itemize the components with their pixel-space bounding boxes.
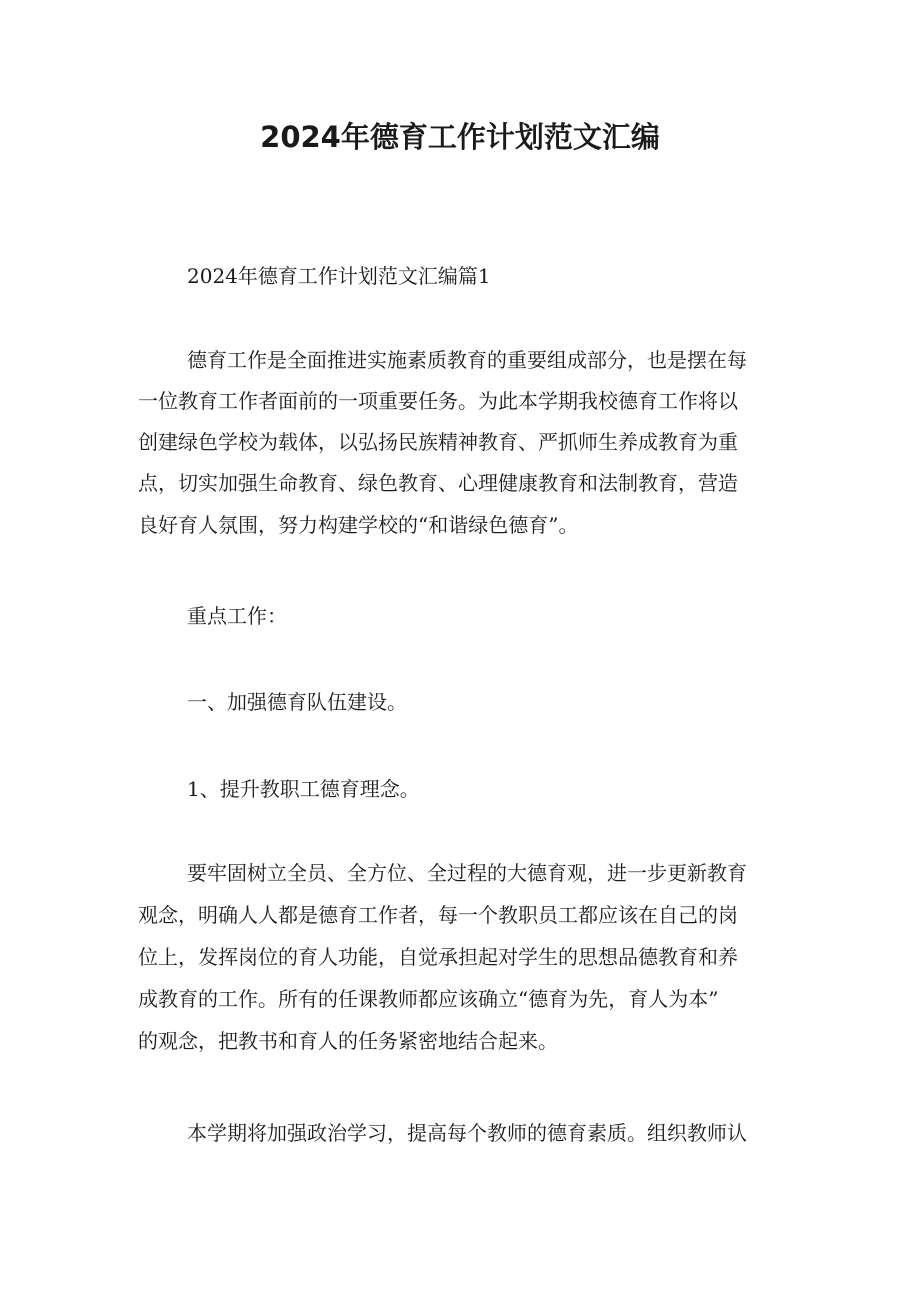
paragraph-3-line-1: 本学期将加强政治学习，提高每个教师的德育素质。组织教师认 xyxy=(187,1121,747,1145)
paragraph-2-line-1: 要牢固树立全员、全方位、全过程的大德育观，进一步更新教育 xyxy=(187,861,747,885)
paragraph-1-line-4: 点，切实加强生命教育、绿色教育、心理健康教育和法制教育，营造 xyxy=(138,471,738,495)
paragraph-2-line-3: 位上，发挥岗位的育人功能，自觉承担起对学生的思想品德教育和养 xyxy=(138,945,738,969)
item-1-heading: 一、加强德育队伍建设。 xyxy=(187,690,407,714)
paragraph-1-line-3: 创建绿色学校为载体，以弘扬民族精神教育、严抓师生养成教育为重 xyxy=(138,430,738,454)
paragraph-1-line-5: 良好育人氛围，努力构建学校的“和谐绿色德育”。 xyxy=(138,513,579,537)
paragraph-1-line-1: 德育工作是全面推进实施素质教育的重要组成部分，也是摆在每 xyxy=(187,348,747,372)
item-1-1-heading: 1、提升教职工德育理念。 xyxy=(187,777,420,801)
paragraph-2-line-5: 的观念，把教书和育人的任务紧密地结合起来。 xyxy=(138,1029,558,1053)
paragraph-2-line-4: 成教育的工作。所有的任课教师都应该确立“德育为先，育人为本” xyxy=(138,987,719,1011)
document-title: 2024年德育工作计划范文汇编 xyxy=(260,120,660,154)
section-heading: 2024年德育工作计划范文汇编篇1 xyxy=(187,264,491,288)
paragraph-2-line-2: 观念，明确人人都是德育工作者，每一个教职员工都应该在自己的岗 xyxy=(138,903,738,927)
key-work-label: 重点工作： xyxy=(187,604,287,628)
paragraph-1-line-2: 一位教育工作者面前的一项重要任务。为此本学期我校德育工作将以 xyxy=(138,389,738,413)
